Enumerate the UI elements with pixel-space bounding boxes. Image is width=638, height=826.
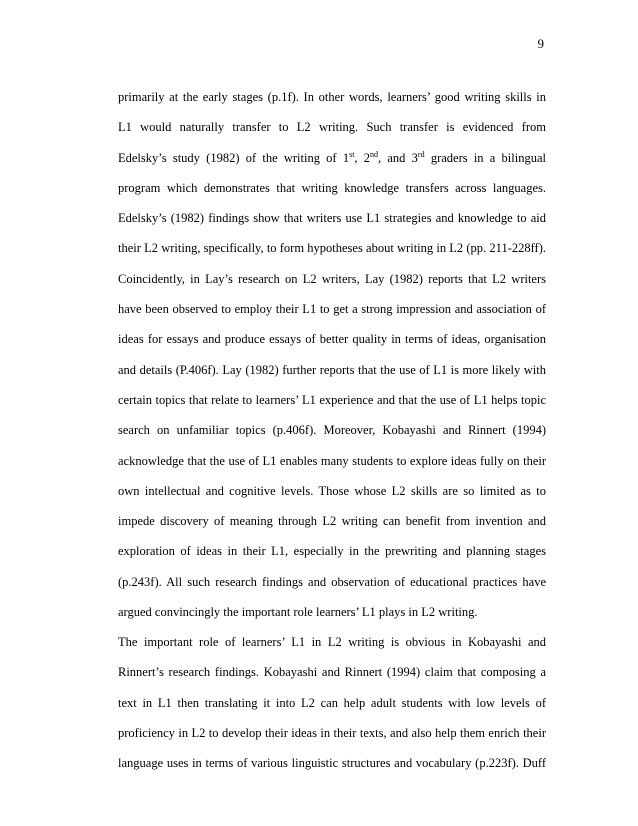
text-line: impede discovery of meaning through L2 writing can benefit from invention and <box>118 514 546 529</box>
text-segment: , 2 <box>354 150 371 165</box>
text-line: acknowledge that the use of L1 enables many students to explore ideas fully on their <box>118 453 546 468</box>
text-line: ideas for essays and produce essays of better quality in terms of ideas, organisation <box>118 332 546 347</box>
text-line: primarily at the early stages (p.1f). In other words, learners’ good writing skills in <box>118 90 546 104</box>
text-line: text in L1 then translating it into L2 can help adult students with low levels of <box>118 695 546 710</box>
text-segment: , and 3 <box>378 150 418 165</box>
text-line: have been observed to employ their L1 to get a strong impression and association of <box>118 302 546 317</box>
text-line: language uses in terms of various linguistic structures and vocabulary (p.223f). Duff <box>118 756 546 771</box>
paragraph-2 <box>118 627 546 778</box>
text-line: (p.243f). All such research findings and observation of educational practices have <box>118 574 546 589</box>
text-line: argued convincingly the important role learners’ L1 plays in L2 writing. <box>118 605 478 620</box>
text-line: Rinnert’s research findings. Kobayashi and Rinnert (1994) claim that composing a <box>118 665 546 680</box>
text-line-with-ordinals <box>118 143 546 173</box>
text-line: their L2 writing, specifically, to form hypotheses about writing in L2 (pp. 211-228ff). <box>118 241 546 256</box>
text-line: exploration of ideas in their L1, especially in the prewriting and planning stages <box>118 544 546 559</box>
text-segment: graders in a bilingual <box>424 150 546 165</box>
text-line: program which demonstrates that writing knowledge transfers across languages. <box>118 180 546 195</box>
text-line: Edelsky’s (1982) findings show that writers use L1 strategies and knowledge to aid <box>118 211 546 226</box>
ordinal-suffix: st <box>349 149 355 159</box>
text-line: search on unfamiliar topics (p.406f). Moreover, Kobayashi and Rinnert (1994) <box>118 423 546 438</box>
text-line: Coincidently, in Lay’s research on L2 writers, Lay (1982) reports that L2 writers <box>118 271 546 286</box>
text-line: own intellectual and cognitive levels. Those whose L2 skills are so limited as to <box>118 483 546 498</box>
page-number: 9 <box>537 36 544 51</box>
text-line: certain topics that relate to learners’ L1 experience and that the use of L1 helps topic <box>118 392 546 407</box>
text-line: and details (P.406f). Lay (1982) further reports that the use of L1 is more likely with <box>118 362 546 377</box>
text-line: The important role of learners’ L1 in L2 writing is obvious in Kobayashi and <box>118 635 546 649</box>
text-line: proficiency in L2 to develop their ideas in their texts, and also help them enrich their <box>118 725 546 740</box>
ordinal-suffix: nd <box>370 149 379 159</box>
text-segment: Edelsky’s study (1982) of the writing of 1 <box>118 150 350 165</box>
paragraph-1 <box>118 82 546 627</box>
text-line: L1 would naturally transfer to L2 writing. Such transfer is evidenced from <box>118 120 546 135</box>
ordinal-suffix: rd <box>417 149 425 159</box>
